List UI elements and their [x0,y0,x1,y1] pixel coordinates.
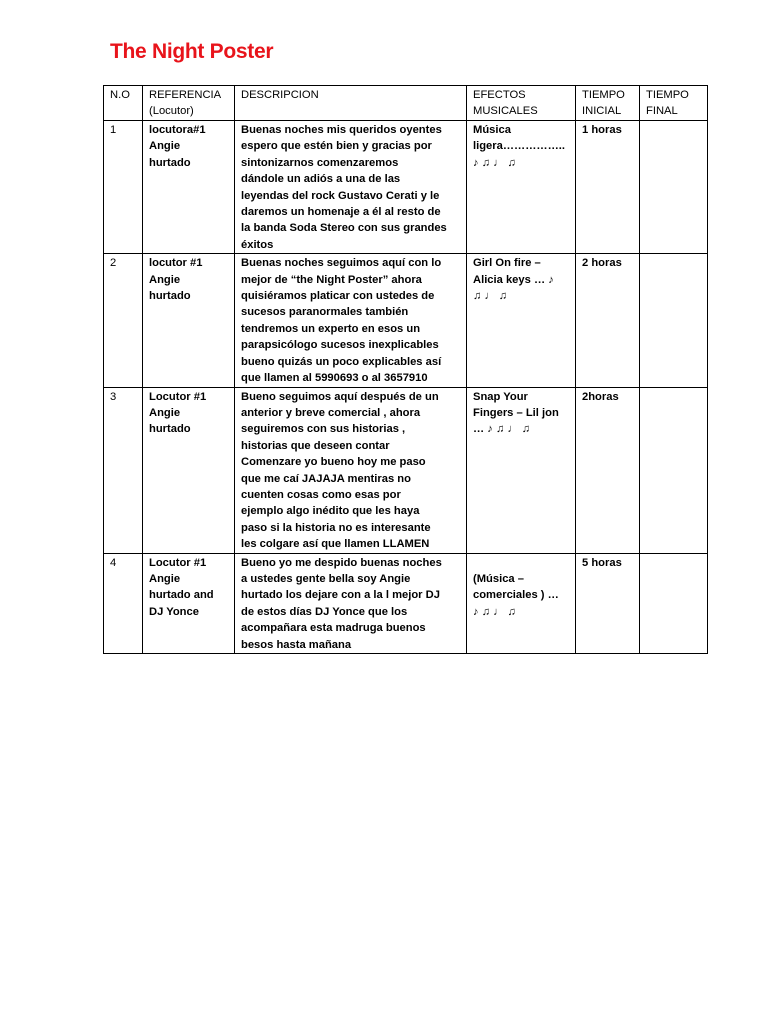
table-row [104,121,708,254]
table-row [104,387,708,553]
document-title: The Night Poster [110,40,274,63]
cell-efectos-musicales: Snap Your Fingers – Lil jon … ♪ ♫ ♩ ♫ [467,387,576,553]
cell-efectos-musicales: (Música – comerciales ) … ♪ ♫ ♩ ♫ [467,553,576,653]
cell-no: 1 [104,121,143,254]
cell-tiempo-inicial: 1 horas [576,121,640,254]
cell-no: 4 [104,553,143,653]
cell-tiempo-final [640,121,708,254]
cell-efectos-musicales: Girl On fire – Alicia keys … ♪ ♫ ♩ ♫ [467,254,576,387]
cell-tiempo-final [640,387,708,553]
header-tiempo-inicial: TIEMPO INICIAL [576,86,640,121]
cell-descripcion: Bueno yo me despido buenas noches a ustedes gente bella soy Angie hurtado los dejare con a la l mejor DJ de estos días DJ Yonce que los acompañara esta madruga buenos besos hasta mañana [235,553,467,653]
cell-referencia: locutor #1 Angie hurtado [143,254,235,387]
cell-descripcion: Buenas noches seguimos aquí con lo mejor de “the Night Poster” ahora quisiéramos platicar con ustedes de sucesos paranormales también tendremos un experto en esos un parapsicólogo sucesos inexplicables bueno quizás un poco explicables así que llamen al 5990693 o al 3657910 [235,254,467,387]
header-tiempo-final: TIEMPO FINAL [640,86,708,121]
cell-referencia: Locutor #1 Angie hurtado and DJ Yonce [143,553,235,653]
cell-tiempo-inicial: 2 horas [576,254,640,387]
table-row [104,254,708,387]
cell-referencia: Locutor #1 Angie hurtado [143,387,235,553]
table-row [104,553,708,653]
header-descripcion: DESCRIPCION [235,86,467,121]
cell-descripcion: Buenas noches mis queridos oyentes espero que estén bien y gracias por sintonizarnos comenzaremos dándole un adiós a una de las leyendas del rock Gustavo Cerati y le daremos un homenaje a él al resto de la banda Soda Stereo con sus grandes éxitos [235,121,467,254]
header-efectos-musicales: EFECTOS MUSICALES [467,86,576,121]
header-no: N.O [104,86,143,121]
cell-descripcion: Bueno seguimos aquí después de un anterior y breve comercial , ahora seguiremos con sus historias , historias que deseen contar Comenzare yo bueno hoy me paso que me caí JAJAJA mentiras no cuenten cosas como esas por ejemplo algo inédito que les haya paso si la historia no es interesante les colgare así que llamen LLAMEN [235,387,467,553]
cell-efectos-musicales: Música ligera…………….. ♪ ♫ ♩ ♫ [467,121,576,254]
cell-referencia: locutora#1 Angie hurtado [143,121,235,254]
cell-tiempo-inicial: 5 horas [576,553,640,653]
table-header-row [104,86,708,121]
cell-tiempo-inicial: 2horas [576,387,640,553]
header-referencia: REFERENCIA (Locutor) [143,86,235,121]
cell-tiempo-final [640,553,708,653]
radio-script-table [103,85,708,654]
cell-no: 2 [104,254,143,387]
cell-no: 3 [104,387,143,553]
cell-tiempo-final [640,254,708,387]
